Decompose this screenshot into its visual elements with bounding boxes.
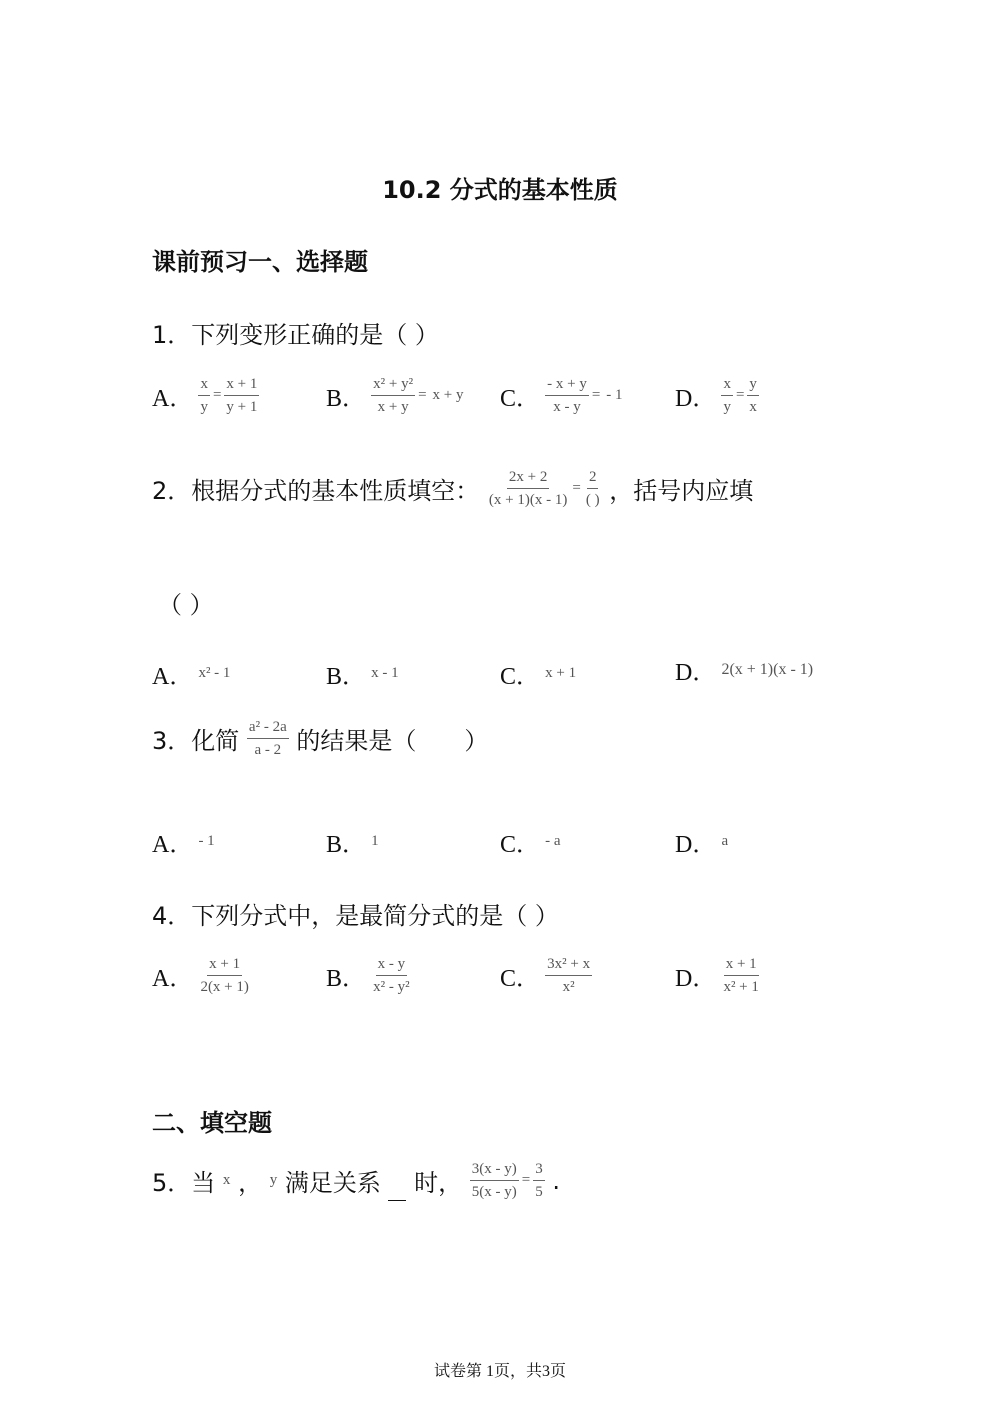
- fraction-numerator: x² + y²: [371, 375, 415, 396]
- fraction-denominator: x² - y²: [373, 979, 410, 995]
- fraction-denominator: x: [749, 399, 757, 415]
- fraction-numerator: x + 1: [224, 375, 259, 396]
- question-2-prefix: 2．根据分式的基本性质填空：: [152, 477, 480, 505]
- option-label: A．: [152, 966, 194, 992]
- fraction-numerator: 3(x - y): [470, 1160, 519, 1181]
- question-4-text: 4．下列分式中，是最简分式的是（ ）: [152, 902, 559, 930]
- fraction-numerator: 3: [533, 1160, 545, 1181]
- q1-option-c[interactable]: C． $\frac{- x + y}{x - y}$ = - 1: [500, 376, 623, 415]
- q3-option-c[interactable]: [500, 824, 561, 859]
- expression: - 1: [606, 387, 623, 403]
- fraction-denominator: 5: [535, 1184, 543, 1200]
- fraction-denominator: y: [723, 399, 731, 415]
- option-label: D．: [675, 832, 717, 858]
- fraction-denominator: x - y: [553, 399, 581, 415]
- fraction-numerator: x: [721, 375, 733, 396]
- fraction-denominator: a - 2: [254, 742, 282, 758]
- q2-option-b[interactable]: [326, 656, 399, 691]
- section-heading-fill: 二、填空题: [152, 1109, 272, 1137]
- fraction-denominator: x²: [562, 979, 575, 995]
- fraction-numerator: a² - 2a: [247, 718, 289, 739]
- question-3-text: [152, 718, 488, 759]
- question-5-text: 5．当 x ， y 满足关系 时， $\frac{3(x - y)}{5(x - y)}$ = $\frac{3}{5}$ .: [152, 1161, 561, 1200]
- option-value: x² - 1: [198, 665, 231, 681]
- option-label: A．: [152, 664, 194, 690]
- q4-option-a[interactable]: [152, 955, 251, 996]
- q2-option-d[interactable]: [675, 652, 813, 687]
- fraction-numerator: x - y: [376, 955, 408, 976]
- question-3-prefix: 3．化简: [152, 727, 240, 755]
- question-2-text: 2．根据分式的基本性质填空： $\frac{2x + 2}{(x + 1)(x - 1)}$ = $\frac{2}{( )}$ ，括号内应填: [152, 469, 754, 508]
- option-label: D．: [675, 966, 717, 992]
- option-value: a: [721, 833, 729, 849]
- answer-paren: （ ）: [158, 591, 214, 619]
- fraction-denominator: ( ): [585, 492, 600, 508]
- fraction-numerator: x: [198, 375, 210, 396]
- fraction-denominator: y + 1: [226, 399, 258, 415]
- q1-option-a[interactable]: A． $\frac{x}{y}$ = $\frac{x + 1}{y + 1}$: [152, 376, 258, 415]
- page-title: 10.2 分式的基本性质: [382, 176, 618, 204]
- option-label: B．: [326, 386, 367, 412]
- option-value: 1: [371, 833, 379, 849]
- fraction-numerator: 3x² + x: [545, 955, 592, 976]
- option-label: A．: [152, 386, 194, 412]
- fraction-denominator: (x + 1)(x - 1): [488, 492, 568, 508]
- option-value: - a: [545, 833, 561, 849]
- q2-option-c[interactable]: [500, 656, 576, 691]
- q4-option-b[interactable]: [326, 955, 412, 996]
- fraction-numerator: 2x + 2: [507, 468, 549, 489]
- option-value: x + 1: [545, 665, 577, 681]
- variable-y: y: [269, 1172, 278, 1188]
- option-label: C．: [500, 832, 541, 858]
- q3-option-a[interactable]: [152, 824, 215, 859]
- fraction-numerator: - x + y: [545, 375, 589, 396]
- question-3-suffix: 的结果是（ ）: [296, 727, 489, 755]
- fraction-numerator: x + 1: [724, 955, 759, 976]
- option-label: C．: [500, 966, 541, 992]
- q1-option-b[interactable]: B． $\frac{\text{x² + y²}}{x + y}$ = x + y: [326, 376, 464, 415]
- fraction-numerator: y: [747, 375, 759, 396]
- option-value: x - 1: [371, 665, 399, 681]
- fraction-denominator: 2(x + 1): [200, 979, 249, 995]
- q4-option-d[interactable]: [675, 955, 761, 996]
- question-5-middle: 满足关系: [284, 1169, 381, 1197]
- option-label: B．: [326, 966, 367, 992]
- q3-option-d[interactable]: [675, 824, 728, 859]
- question-5-suffix: 时，: [414, 1169, 463, 1197]
- option-label: B．: [326, 832, 367, 858]
- period: .: [552, 1166, 561, 1195]
- answer-blank[interactable]: [388, 1180, 406, 1201]
- option-label: D．: [675, 660, 717, 686]
- page-footer: 试卷第 1页，共3页: [433, 1363, 566, 1380]
- option-label: C．: [500, 386, 541, 412]
- option-value: - 1: [198, 833, 215, 849]
- question-2-suffix: ，括号内应填: [609, 477, 754, 505]
- fraction-denominator: 5(x - y): [471, 1184, 517, 1200]
- q2-option-a[interactable]: [152, 656, 230, 691]
- fraction-denominator: x + y: [377, 399, 409, 415]
- q1-option-d[interactable]: D． $\frac{x}{y}$ = $\frac{y}{x}$: [675, 376, 757, 415]
- option-label: B．: [326, 664, 367, 690]
- option-label: D．: [675, 386, 717, 412]
- option-value: 2(x + 1)(x - 1): [721, 660, 814, 678]
- option-label: A．: [152, 832, 194, 858]
- variable-x: x: [222, 1172, 231, 1188]
- question-5-prefix: 5．当: [152, 1169, 216, 1197]
- section-heading-choice: 课前预习一、选择题: [152, 248, 368, 276]
- comma: ，: [238, 1169, 263, 1197]
- fraction-numerator: 2: [587, 468, 599, 489]
- q3-option-b[interactable]: [326, 824, 379, 859]
- option-label: C．: [500, 664, 541, 690]
- fraction-denominator: x² + 1: [723, 979, 759, 995]
- fraction-denominator: y: [200, 399, 208, 415]
- fraction-numerator: x + 1: [207, 955, 242, 976]
- q4-option-c[interactable]: [500, 955, 592, 996]
- expression: x + y: [432, 387, 464, 403]
- question-1-text: 1．下列变形正确的是（ ）: [152, 321, 439, 349]
